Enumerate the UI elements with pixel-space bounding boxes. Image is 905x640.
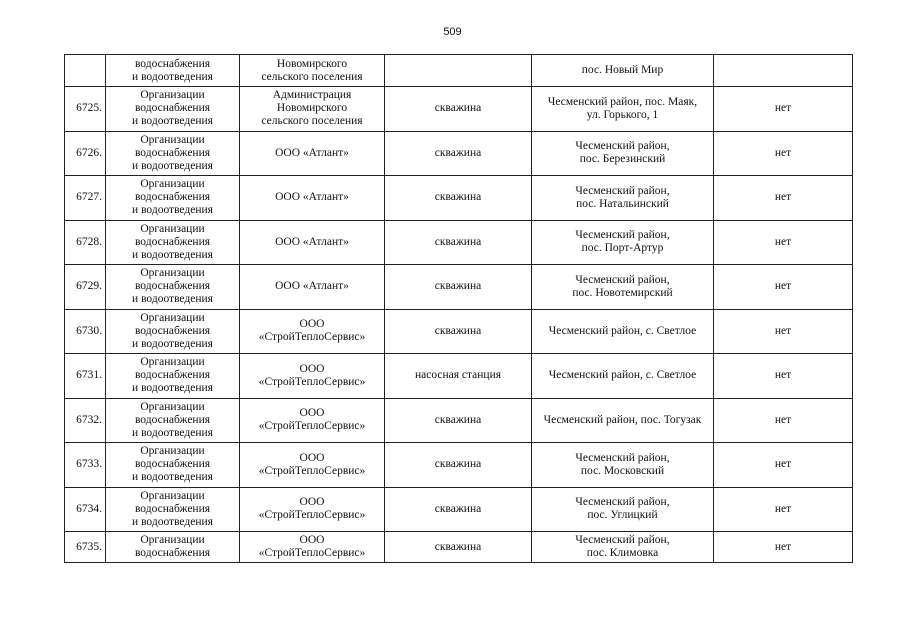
owner-name: ООО «Атлант»: [240, 265, 385, 310]
status: [714, 55, 853, 87]
row-number: 6729.: [65, 265, 106, 310]
status: нет: [714, 487, 853, 532]
object-type: [385, 55, 532, 87]
address: пос. Новый Мир: [532, 55, 714, 87]
table-row: [65, 220, 853, 265]
object-type: скважина: [385, 176, 532, 221]
status: нет: [714, 398, 853, 443]
organization-type: Организации водоснабжения и водоотведения: [106, 220, 240, 265]
owner-name: ООО «СтройТеплоСервис»: [240, 532, 385, 563]
object-type: скважина: [385, 220, 532, 265]
table-row: [65, 487, 853, 532]
table-row: [65, 354, 853, 399]
registry-table: [64, 54, 853, 563]
address: Чесменский район, пос. Тогузак: [532, 398, 714, 443]
owner-name: ООО «СтройТеплоСервис»: [240, 443, 385, 488]
object-type: скважина: [385, 443, 532, 488]
status: нет: [714, 87, 853, 132]
owner-name: Администрация Новомирского сельского поселения: [240, 87, 385, 132]
object-type: скважина: [385, 131, 532, 176]
address: Чесменский район, с. Светлое: [532, 309, 714, 354]
owner-name: ООО «СтройТеплоСервис»: [240, 354, 385, 399]
row-number: 6731.: [65, 354, 106, 399]
table-row: [65, 443, 853, 488]
row-number: 6735.: [65, 532, 106, 563]
address: Чесменский район, пос. Натальинский: [532, 176, 714, 221]
object-type: скважина: [385, 487, 532, 532]
address: Чесменский район, пос. Московский: [532, 443, 714, 488]
object-type: скважина: [385, 532, 532, 563]
organization-type: Организации водоснабжения и водоотведения: [106, 487, 240, 532]
organization-type: Организации водоснабжения и водоотведения: [106, 131, 240, 176]
status: нет: [714, 220, 853, 265]
owner-name: ООО «СтройТеплоСервис»: [240, 398, 385, 443]
object-type: скважина: [385, 309, 532, 354]
row-number: 6730.: [65, 309, 106, 354]
organization-type: Организации водоснабжения и водоотведения: [106, 265, 240, 310]
row-number: 6727.: [65, 176, 106, 221]
status: нет: [714, 265, 853, 310]
address: Чесменский район, пос. Климовка: [532, 532, 714, 563]
table-row: [65, 131, 853, 176]
organization-type: Организации водоснабжения: [106, 532, 240, 563]
object-type: скважина: [385, 87, 532, 132]
row-number: 6726.: [65, 131, 106, 176]
address: Чесменский район, пос. Углицкий: [532, 487, 714, 532]
table-row: [65, 309, 853, 354]
row-number: 6725.: [65, 87, 106, 132]
organization-type: Организации водоснабжения и водоотведения: [106, 398, 240, 443]
organization-type: Организации водоснабжения и водоотведения: [106, 309, 240, 354]
owner-name: ООО «СтройТеплоСервис»: [240, 487, 385, 532]
object-type: насосная станция: [385, 354, 532, 399]
owner-name: Новомирского сельского поселения: [240, 55, 385, 87]
owner-name: ООО «Атлант»: [240, 176, 385, 221]
object-type: скважина: [385, 265, 532, 310]
organization-type: водоснабжения и водоотведения: [106, 55, 240, 87]
owner-name: ООО «СтройТеплоСервис»: [240, 309, 385, 354]
organization-type: Организации водоснабжения и водоотведения: [106, 176, 240, 221]
owner-name: ООО «Атлант»: [240, 220, 385, 265]
table-row: [65, 398, 853, 443]
status: нет: [714, 309, 853, 354]
table-row: [65, 265, 853, 310]
address: Чесменский район, пос. Порт-Артур: [532, 220, 714, 265]
status: нет: [714, 443, 853, 488]
table-row: [65, 532, 853, 563]
owner-name: ООО «Атлант»: [240, 131, 385, 176]
row-number: 6732.: [65, 398, 106, 443]
object-type: скважина: [385, 398, 532, 443]
address: Чесменский район, пос. Березинский: [532, 131, 714, 176]
row-number: 6734.: [65, 487, 106, 532]
organization-type: Организации водоснабжения и водоотведения: [106, 443, 240, 488]
table-row: [65, 176, 853, 221]
address: Чесменский район, пос. Маяк, ул. Горького, 1: [532, 87, 714, 132]
row-number: 6728.: [65, 220, 106, 265]
row-number: [65, 55, 106, 87]
organization-type: Организации водоснабжения и водоотведения: [106, 354, 240, 399]
row-number: 6733.: [65, 443, 106, 488]
page-number: 509: [443, 26, 462, 38]
status: нет: [714, 532, 853, 563]
table-row: [65, 55, 853, 87]
status: нет: [714, 131, 853, 176]
status: нет: [714, 176, 853, 221]
address: Чесменский район, пос. Новотемирский: [532, 265, 714, 310]
table-row: [65, 87, 853, 132]
address: Чесменский район, с. Светлое: [532, 354, 714, 399]
status: нет: [714, 354, 853, 399]
organization-type: Организации водоснабжения и водоотведения: [106, 87, 240, 132]
